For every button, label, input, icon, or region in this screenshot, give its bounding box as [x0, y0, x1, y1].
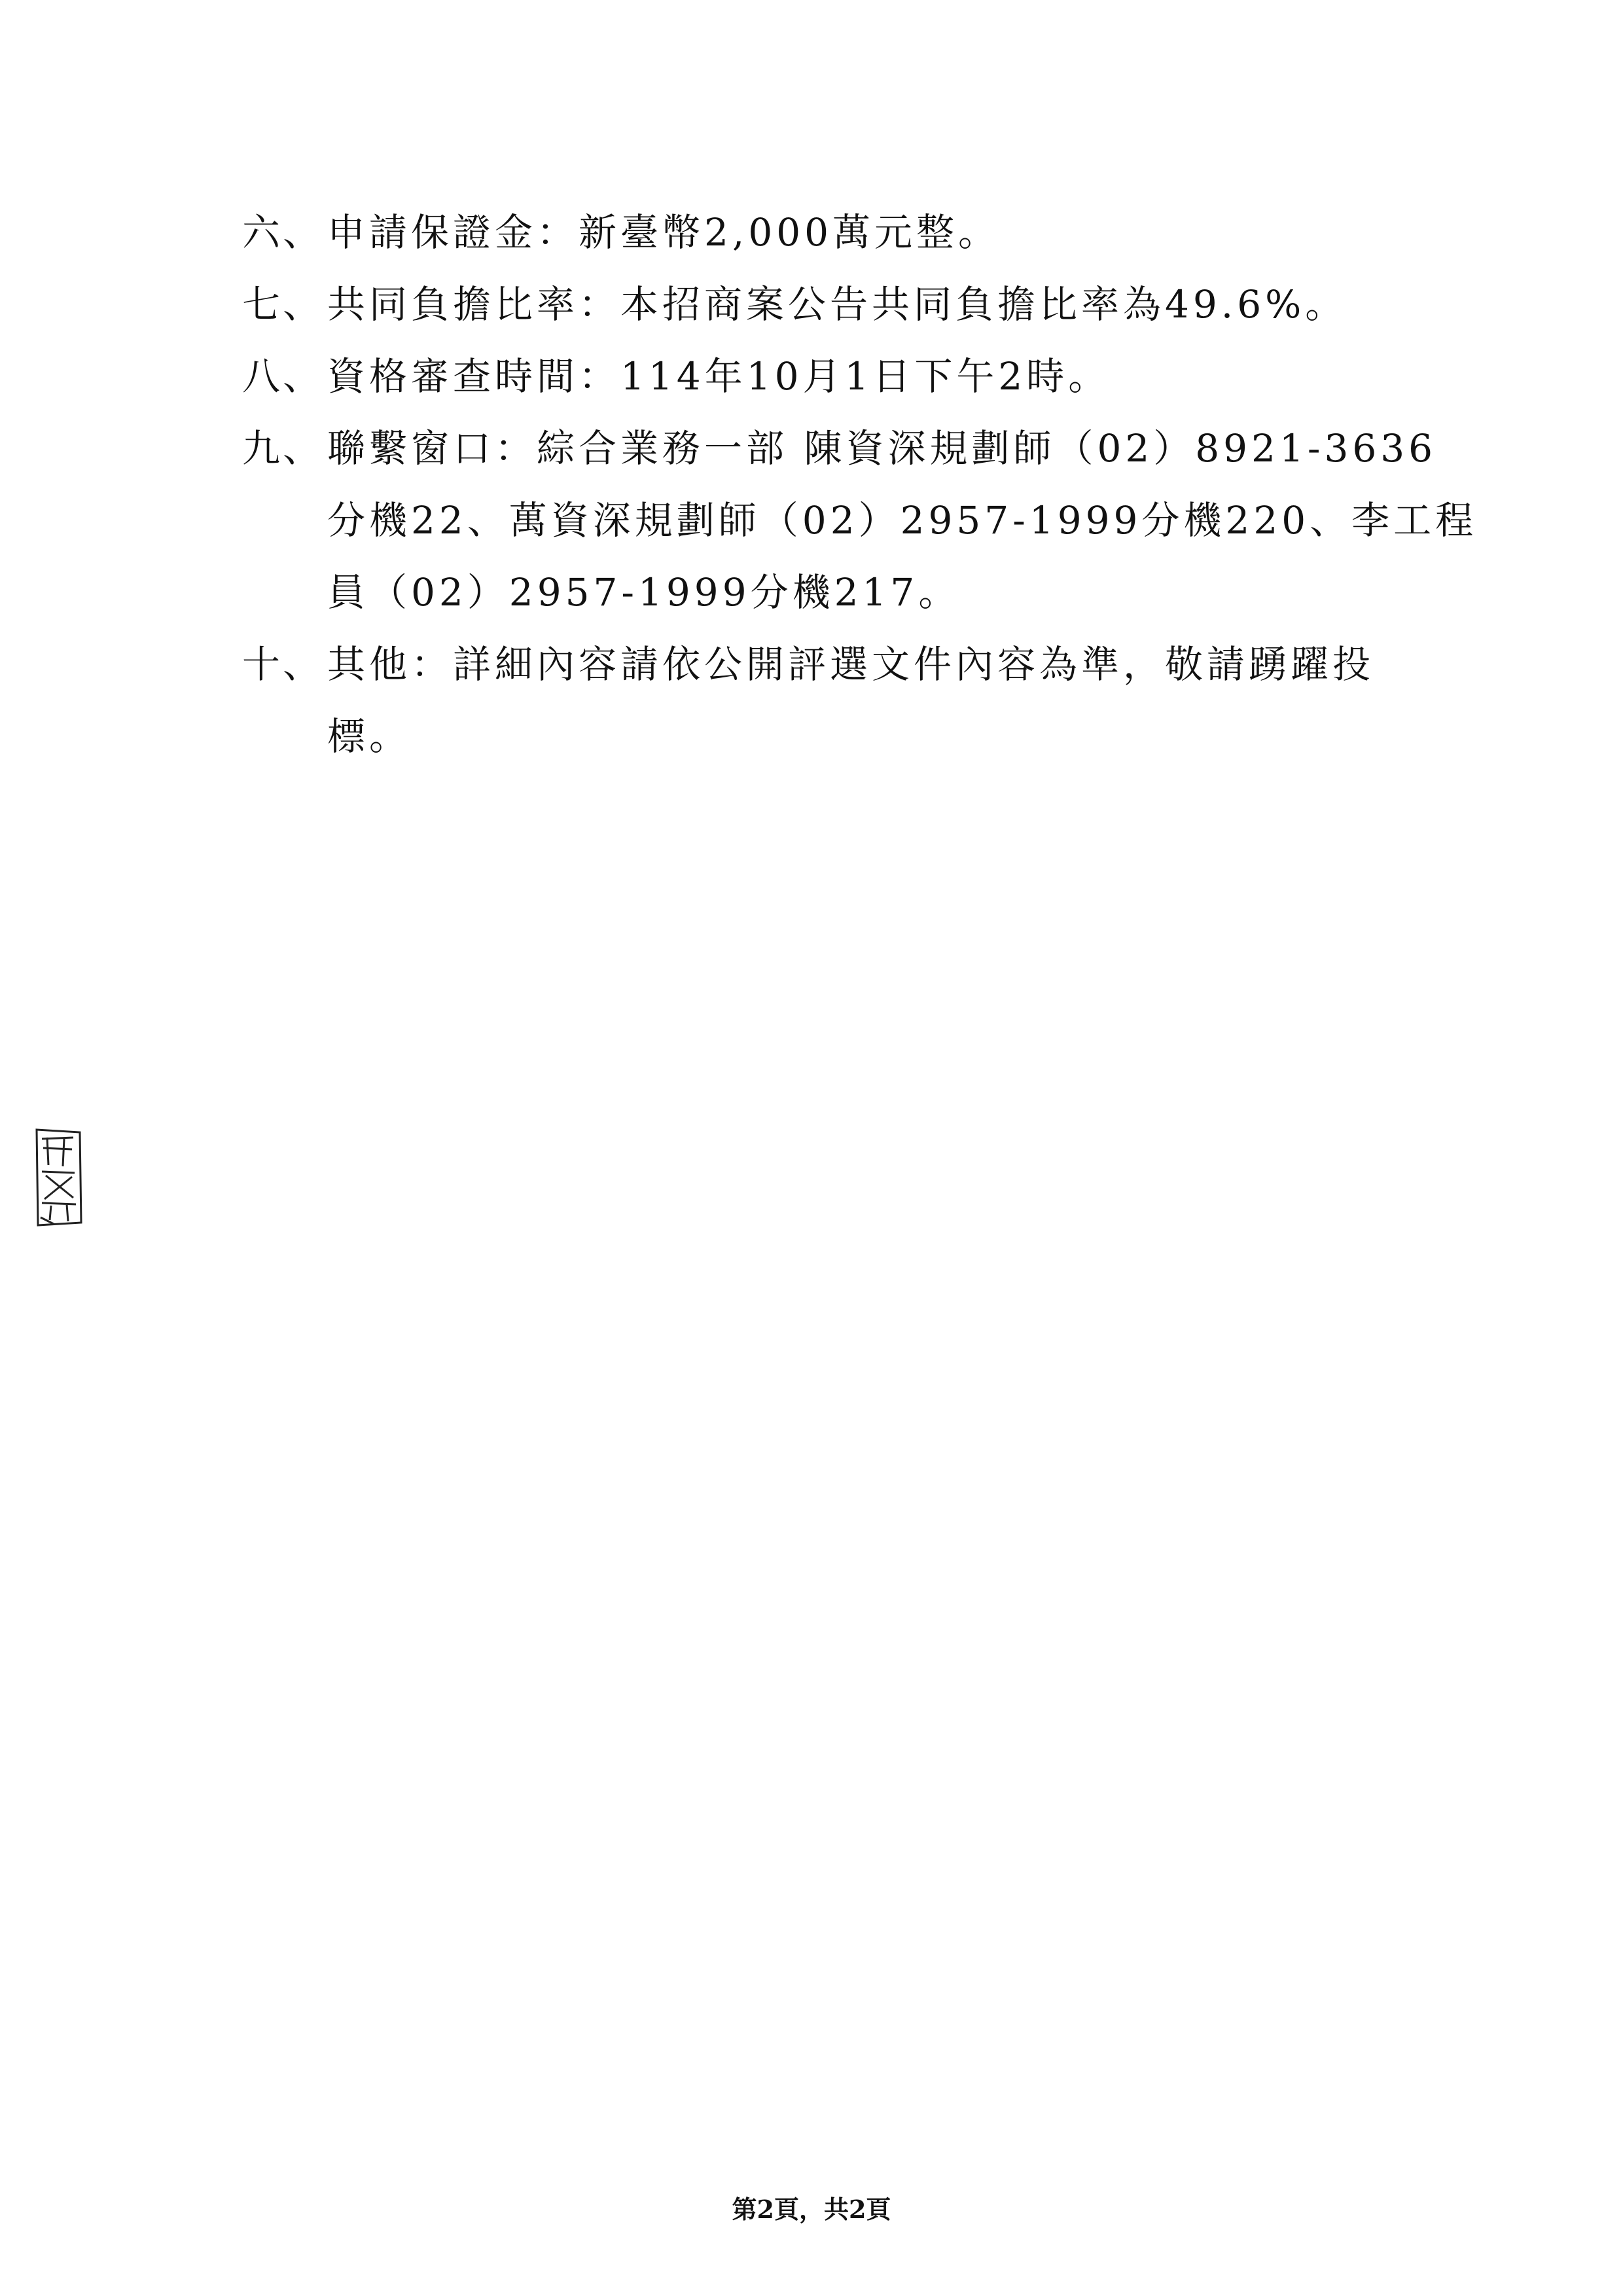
item-text: 聯繫窗口：綜合業務一部 陳資深規劃師（02）8921-3636 [327, 426, 1437, 471]
item-text: 申請保證金：新臺幣2,000萬元整。 [327, 210, 1001, 255]
announcement-body [242, 196, 1478, 772]
page-footer: 第2頁，共2頁 [732, 2195, 891, 2224]
list-item-8 [242, 340, 1446, 412]
list-item-6 [242, 196, 1446, 268]
item-text-continued: 員（02）2957-1999分機217。 [327, 570, 961, 615]
list-item-7 [242, 268, 1446, 340]
item-label: 七、 [242, 282, 324, 327]
item-text: 資格審查時間：114年10月1日下午2時。 [327, 354, 1111, 399]
list-item-10 [242, 628, 1446, 700]
item-text: 共同負擔比率：本招商案公告共同負擔比率為49.6%。 [327, 282, 1347, 327]
item-label: 六、 [242, 210, 324, 255]
seal-stamp-icon [34, 1126, 86, 1230]
list-item-9 [242, 412, 1446, 484]
item-label: 九、 [242, 426, 324, 471]
item-label: 十、 [242, 642, 324, 687]
item-label: 八、 [242, 354, 324, 399]
item-text-continued: 分機22、萬資深規劃師（02）2957-1999分機220、李工程 [327, 498, 1478, 543]
item-text: 其他：詳細內容請依公開評選文件內容為準，敬請踴躍投 [327, 642, 1375, 687]
item-text-continued: 標。 [327, 714, 412, 759]
